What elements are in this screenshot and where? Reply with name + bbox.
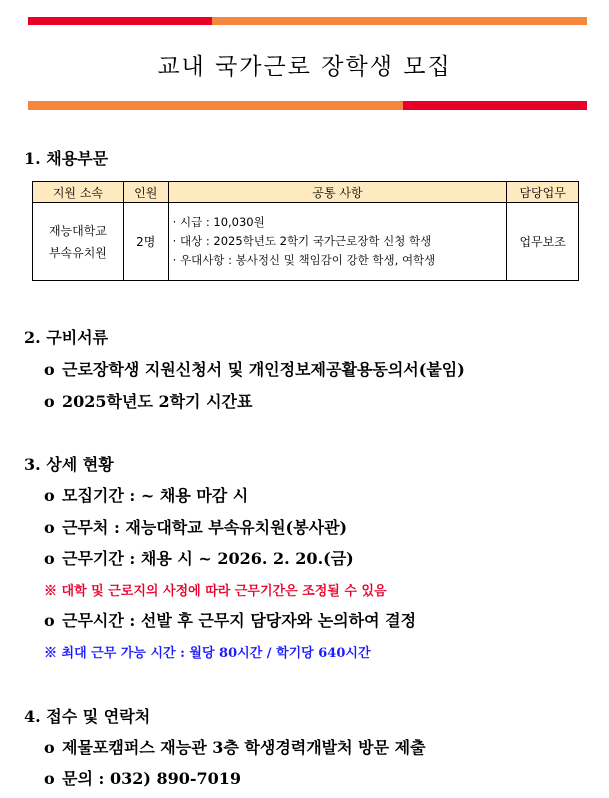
section3-heading: 3. 상세 현황: [24, 455, 114, 474]
bullet: o: [44, 360, 55, 379]
header-duty: 담당업무: [507, 182, 579, 203]
section4-heading: 4. 접수 및 연락처: [24, 707, 151, 726]
list-item: [44, 735, 426, 758]
bullet: o: [44, 518, 55, 537]
section1-heading: 1. 채용부문: [24, 149, 109, 168]
cell-details: [168, 203, 507, 281]
dept-line-1: 재능대학교: [48, 223, 107, 238]
recruitment-table: [32, 181, 579, 281]
page-title: 교내 국가근로 장학생 모집: [157, 54, 452, 80]
note-period-adjust: ※ 대학 및 근로지의 사정에 따라 근무기간은 조정될 수 있음: [44, 584, 387, 599]
list-item: [44, 483, 248, 506]
cell-dept: [33, 203, 124, 281]
top-bar-red-segment: [28, 17, 212, 25]
cell-count: 2명: [123, 203, 168, 281]
list-item: [44, 766, 241, 789]
list-item: [44, 515, 347, 538]
bullet: o: [44, 549, 55, 568]
header-common: 공통 사항: [168, 182, 507, 203]
note-max-hours: ※ 최대 근무 가능 시간 : 월당 80시간 / 학기당 640시간: [44, 646, 371, 661]
list-item: [44, 546, 354, 569]
detail-preference: · 우대사항 : 봉사정신 및 책임감이 강한 학생, 여학생: [172, 253, 436, 267]
bullet: o: [44, 769, 55, 788]
recruit-period: 모집기간 : ~ 채용 마감 시: [62, 486, 249, 505]
doc-item-1: 근로장학생 지원신청서 및 개인정보제공활용동의서(붙임): [62, 360, 465, 379]
cell-duty: 업무보조: [507, 203, 579, 281]
workplace: 근무처 : 재능대학교 부속유치원(봉사관): [62, 518, 348, 537]
bottom-bar-red-segment: [403, 101, 587, 110]
work-hours: 근무시간 : 선발 후 근무지 담당자와 논의하여 결정: [62, 611, 417, 630]
doc-item-2: 2025학년도 2학기 시간표: [62, 392, 253, 411]
bullet: o: [44, 392, 55, 411]
contact-phone: 문의 : 032) 890-7019: [62, 769, 242, 788]
list-item: [44, 389, 252, 412]
bullet: o: [44, 738, 55, 757]
bullet: o: [44, 611, 55, 630]
dept-line-2: 부속유치원: [48, 245, 107, 260]
header-count: 인원: [123, 182, 168, 203]
top-accent-bar: [28, 17, 587, 25]
detail-wage: · 시급 : 10,030원: [172, 215, 265, 229]
list-item: [44, 608, 416, 631]
table-row: [33, 203, 579, 281]
detail-target: · 대상 : 2025학년도 2학기 국가근로장학 신청 학생: [172, 234, 432, 248]
top-bar-orange-segment: [212, 17, 587, 25]
bottom-bar-orange-segment: [28, 101, 403, 110]
table-header-row: [33, 182, 579, 203]
header-dept: 지원 소속: [33, 182, 124, 203]
list-item: [44, 357, 465, 380]
bullet: o: [44, 486, 55, 505]
bottom-accent-bar: [28, 101, 587, 110]
submission-location: 제물포캠퍼스 재능관 3층 학생경력개발처 방문 제출: [62, 738, 426, 757]
section2-heading: 2. 구비서류: [24, 328, 109, 347]
work-period: 근무기간 : 채용 시 ~ 2026. 2. 20.(금): [62, 549, 354, 568]
